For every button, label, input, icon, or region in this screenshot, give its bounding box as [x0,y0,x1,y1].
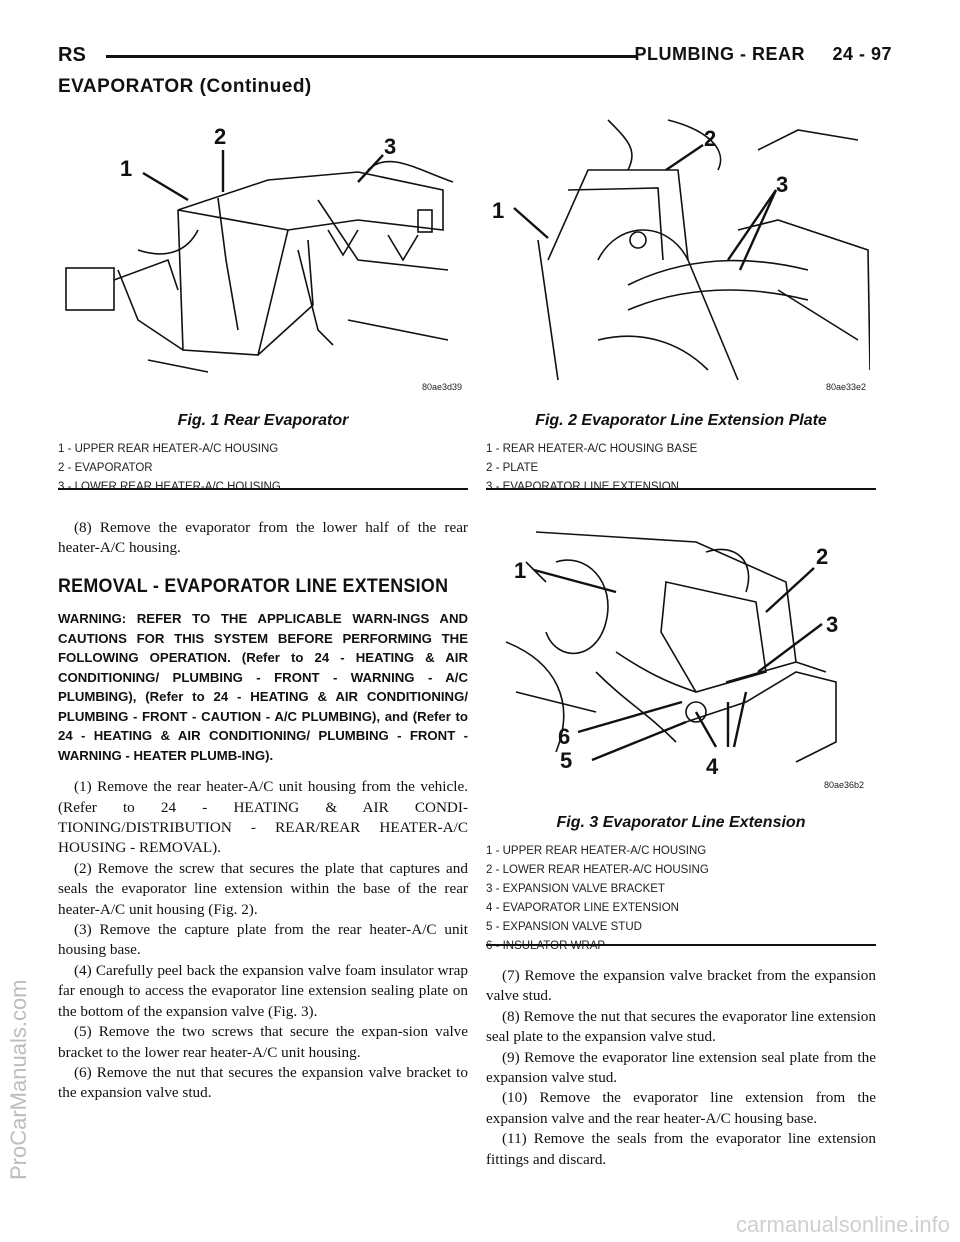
step-11: (11) Remove the seals from the evaporator line extension fittings and discard. [486,1130,876,1168]
figure-2-caption [486,412,876,497]
fig2-callout-2: 2 [704,126,717,151]
header-rule [106,55,636,58]
fig1-callout-2: 2 [214,124,227,149]
figure-3-caption [486,814,876,956]
step-3: (3) Remove the capture plate from the rear heater-A/C unit housing base. [58,921,468,959]
legend-item: 1 - REAR HEATER-A/C HOUSING BASE [486,443,698,455]
fig3-legend [486,842,876,956]
legend-item: 6 - INSULATOR WRAP [486,940,606,952]
fig3-callout-6: 6 [558,724,571,749]
fig3-bottom-rule [486,944,876,946]
step-10: (10) Remove the evaporator line extension from the expansion valve and the rear heater-A/C housing base. [486,1089,876,1127]
figure-1-caption [58,412,468,497]
fig3-callout-2: 2 [816,544,829,569]
legend-item: 2 - EVAPORATOR [58,462,153,474]
legend-item: 1 - UPPER REAR HEATER-A/C HOUSING [486,845,707,857]
fig3-callout-3: 3 [826,612,839,637]
fig1-bottom-rule [58,488,468,490]
page-header [58,42,892,72]
fig2-callout-1: 1 [492,198,505,223]
fig3-callout-5: 5 [560,748,573,773]
step-5: (5) Remove the two screws that secure the expan-sion valve bracket to the lower rear heater-A/C unit housing. [58,1023,468,1061]
vehicle-code: RS [58,44,86,66]
fig1-title: Fig. 1 Rear Evaporator [177,412,349,429]
fig2-id-code: 80ae33e2 [825,382,866,392]
fig3-callout-4: 4 [706,754,719,779]
step-8-remove-evaporator: (8) Remove the evaporator from the lower half of the rear heater-A/C housing. [58,519,468,557]
figure-2-illustration [478,110,870,392]
legend-item: 2 - PLATE [486,462,539,474]
right-column-text [486,966,876,1170]
section-page-number: PLUMBING - REAR 24 - 97 [634,44,892,64]
side-watermark: ProCarManuals.com [6,979,31,1180]
fig2-bottom-rule [486,488,876,490]
section-title-removal-evaporator-line-extension: REMOVAL - EVAPORATOR LINE EXTENSION [58,575,449,597]
fig3-title: Fig. 3 Evaporator Line Extension [556,814,806,831]
warning-paragraph: WARNING: REFER TO THE APPLICABLE WARN-INGS AND CAUTIONS FOR THIS SYSTEM BEFORE PERFORMING THE FOLLOWING OPERATION. (Refer to 24 - HEATING & AIR CONDITIONING/ PLUMBING - FRONT - WARNING - A/C PLUMBING), (Refer to 24 - HEATING & AIR CONDITIONING/ PLUMBING - FRONT - CAUTION - A/C PLUMBING), and (Refer to 24 - HEATING & AIR CONDITIONING/ PLUMBING - FRONT - WARNING - HEATER PLUMB-ING). [58,611,468,763]
step-9: (9) Remove the evaporator line extension seal plate from the expansion valve stud. [486,1048,876,1087]
legend-item: 3 - EVAPORATOR LINE EXTENSION [486,481,679,493]
legend-item: 2 - LOWER REAR HEATER-A/C HOUSING [486,864,709,876]
figure-1-illustration [58,110,466,392]
fig1-callout-3: 3 [384,134,397,159]
fig1-id-code: 80ae3d39 [421,382,462,392]
step-1: (1) Remove the rear heater-A/C unit housing from the vehicle. (Refer to 24 - HEATING & AIR CONDI-TIONING/DISTRIBUTION - REAR/REAR HEATER-A/C HOUSING - REMOVAL). [58,778,468,857]
fig3-id-code: 80ae36b2 [823,780,864,790]
fig2-title: Fig. 2 Evaporator Line Extension Plate [535,412,827,429]
step-8: (8) Remove the nut that secures the evaporator line extension seal plate to the expansion valve stud. [486,1007,876,1046]
fig3-callout-1: 1 [514,558,527,583]
fig2-callout-3: 3 [776,172,789,197]
legend-item: 3 - EXPANSION VALVE BRACKET [486,883,665,895]
section-continued-heading: EVAPORATOR (Continued) [58,76,312,97]
left-column-text [58,518,468,1104]
step-6: (6) Remove the nut that secures the expansion valve bracket to the expansion valve stud. [58,1063,468,1102]
step-7: (7) Remove the expansion valve bracket from the expansion valve stud. [486,967,876,1005]
legend-item: 4 - EVAPORATOR LINE EXTENSION [486,902,679,914]
footer-watermark: carmanualsonline.info [735,1212,950,1237]
figure-3-illustration [496,522,868,790]
legend-item: 1 - UPPER REAR HEATER-A/C HOUSING [58,443,279,455]
step-2: (2) Remove the screw that secures the plate that captures and seals the evaporator line extension within the base of the rear heater-A/C unit housing (Fig. 2). [58,859,468,918]
fig1-callout-1: 1 [120,156,133,181]
legend-item: 5 - EXPANSION VALVE STUD [486,921,642,933]
step-4: (4) Carefully peel back the expansion valve foam insulator wrap far enough to access the evaporator line extension sealing plate on the bottom of the expansion valve (Fig. 3). [58,961,468,1020]
legend-item: 3 - LOWER REAR HEATER-A/C HOUSING [58,481,281,493]
